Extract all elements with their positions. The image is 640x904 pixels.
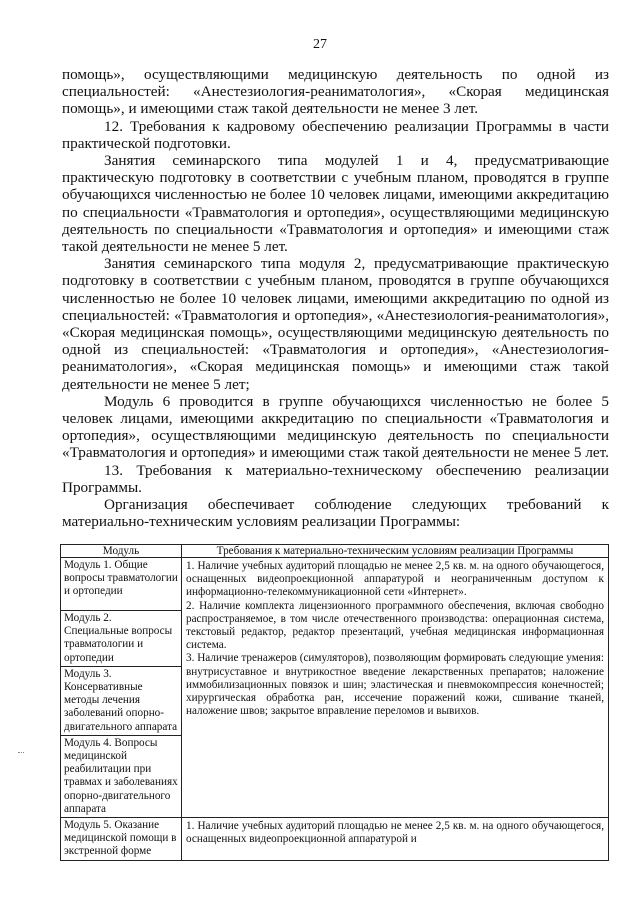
module-5-requirement-cell: 1. Наличие учебных аудиторий площадью не менее 2,5 кв. м. на одного обучающегося, оснащенных видеопроекционной аппаратурой и (182, 818, 609, 861)
module-cell-2: Модуль 2. Специальные вопросы травматологии и ортопедии (61, 611, 182, 667)
requirements-cell (182, 558, 609, 818)
requirement-item-1: 1. Наличие учебных аудиторий площадью не менее 2,5 кв. м. на одного обучающегося, оснащенных видеопроекционной аппаратурой и неограниченным доступом к информационно-телекоммуникационной сети «Интернет». (186, 560, 604, 599)
page-number: 27 (313, 37, 327, 52)
requirement-item-3: 3. Наличие тренажеров (симуляторов), позволяющим формировать следующие умения: внутрисуставное и внутрикостное введение лекарственных препаратов; наложение иммобилизационных повязок и шин; эластическая и пневмокомпрессия конечностей; хирургическая обработка ран, иссечение поражений кожи, сшивание тканей, наложение швов; закрытое вправление переломов и вывихов. (186, 652, 604, 718)
header-module: Модуль (61, 545, 182, 558)
scan-artifact (18, 752, 24, 755)
paragraph-module-2: Занятия семинарского типа модуля 2, предусматривающие практическую подготовку в соответствии с учебным планом, проводятся в группе обучающихся численностью не более 10 человек лицами, имеющими аккредитацию по одной из специальностей: «Травматология и ортопедия», «Анестезиология-реаниматология», «Скорая медицинская помощь», осуществляющими медицинскую деятельность по одной из специальностей: «Травматология и ортопедия», «Анестезиология-реаниматология», «Скорая медицинская помощь» и имеющими стаж такой деятельности не менее 5 лет; (62, 255, 609, 393)
requirement-item-2: 2. Наличие комплекта лицензионного программного обеспечения, включая свободно распространяемое, в том числе отечественного производства: операционная система, текстовый редактор, редактор презентаций, учебная медицинская информационная система. (186, 599, 604, 652)
body-text (62, 66, 609, 530)
paragraph-continuation: помощь», осуществляющими медицинскую деятельность по одной из специальностей: «Анестезиология-реаниматология», «Скорая медицинская помощь», и имеющими стаж такой деятельности не менее 3 лет. (62, 66, 609, 118)
paragraph-modules-1-4: Занятия семинарского типа модулей 1 и 4, предусматривающие практическую подготовку в соответствии с учебным планом, проводятся в группе обучающихся численностью не более 10 человек лицами, имеющими аккредитацию по специальности «Травматология и ортопедия», осуществляющими медицинскую деятельность по специальности «Травматология и ортопедия» и имеющими стаж такой деятельности не менее 5 лет. (62, 152, 609, 256)
table-row (61, 558, 609, 611)
paragraph-module-6: Модуль 6 проводится в группе обучающихся численностью не более 5 человек лицами, имеющими аккредитацию по специальности «Травматология и ортопедия», осуществляющими медицинскую деятельность по специальности «Травматология и ортопедия» и имеющими стаж такой деятельности не менее 5 лет. (62, 392, 609, 462)
paragraph-section-12: 12. Требования к кадровому обеспечению реализации Программы в части практической подготовки. (62, 117, 609, 152)
module-cell-4: Модуль 4. Вопросы медицинской реабилитации при травмах и заболеваниях опорно-двигательного аппарата (61, 735, 182, 817)
paragraph-organization: Организация обеспечивает соблюдение следующих требований к материально-техническим условиям реализации Программы: (62, 496, 609, 531)
requirements-table-wrapper (60, 544, 608, 861)
table-row (61, 818, 609, 861)
table-header-row (61, 545, 609, 558)
module-cell-1: Модуль 1. Общие вопросы травматологии и ортопедии (61, 558, 182, 611)
module-cell-5: Модуль 5. Оказание медицинской помощи в экстренной форме (61, 818, 182, 861)
header-requirements: Требования к материально-техническим условиям реализации Программы (182, 545, 609, 558)
module-cell-3: Модуль 3. Консервативные методы лечения заболеваний опорно-двигательного аппарата (61, 666, 182, 735)
paragraph-section-13: 13. Требования к материально-техническому обеспечению реализации Программы. (62, 461, 609, 496)
requirements-table (60, 544, 609, 861)
